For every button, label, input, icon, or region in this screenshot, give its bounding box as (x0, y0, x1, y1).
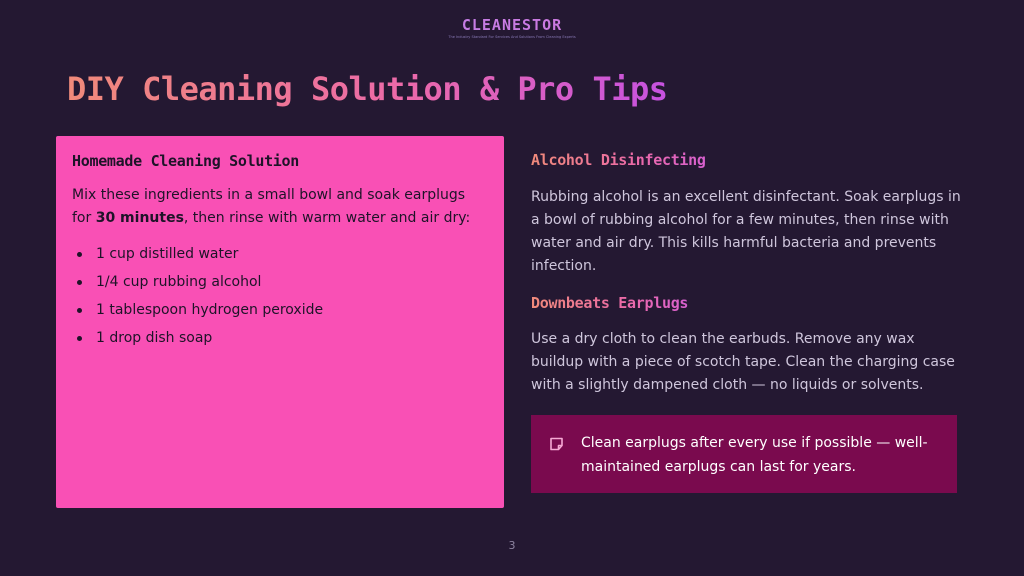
intro-duration: 30 minutes (95, 210, 184, 226)
brand-logo (0, 16, 1024, 39)
section-body-downbeats: Use a dry cloth to clean the earbuds. Remove any wax buildup with a piece of scotch tape. Clean the charging case with a slightly dampened cloth — no liquids or solvents. (531, 331, 955, 393)
intro-text-start: Mix these ingredients in a small bowl and soak earplugs for (72, 187, 466, 226)
card-intro (72, 184, 488, 230)
cleaning-solution-card (56, 136, 504, 508)
note-icon (549, 436, 565, 452)
ingredient-list (72, 240, 488, 352)
section-heading-alcohol: Alcohol Disinfecting (531, 151, 706, 169)
tip-text: Clean earplugs after every use if possible — well-maintained earplugs can last for years. (581, 435, 928, 475)
ingredient-item: 1 drop dish soap (96, 324, 488, 352)
section-body-alcohol: Rubbing alcohol is an excellent disinfectant. Soak earplugs in a bowl of rubbing alcohol for a few minutes, then rinse with water and air dry. This kills harmful bacteria and prevents infection. (531, 189, 961, 274)
ingredient-item: 1/4 cup rubbing alcohol (96, 268, 488, 296)
tip-callout (531, 415, 957, 493)
logo-tagline: The Industry Standard For Services And Solutions From Cleaning Experts (448, 35, 576, 39)
ingredient-item: 1 tablespoon hydrogen peroxide (96, 296, 488, 324)
logo-text: CLEANESTOR (0, 16, 1024, 34)
slide-title: DIY Cleaning Solution & Pro Tips (67, 70, 668, 108)
tips-column (531, 150, 961, 397)
intro-text-end: , then rinse with warm water and air dry: (183, 210, 471, 226)
section-heading-downbeats: Downbeats Earplugs (531, 294, 689, 312)
ingredient-item: 1 cup distilled water (96, 240, 488, 268)
card-heading: Homemade Cleaning Solution (72, 152, 300, 170)
page-number: 3 (508, 539, 516, 552)
